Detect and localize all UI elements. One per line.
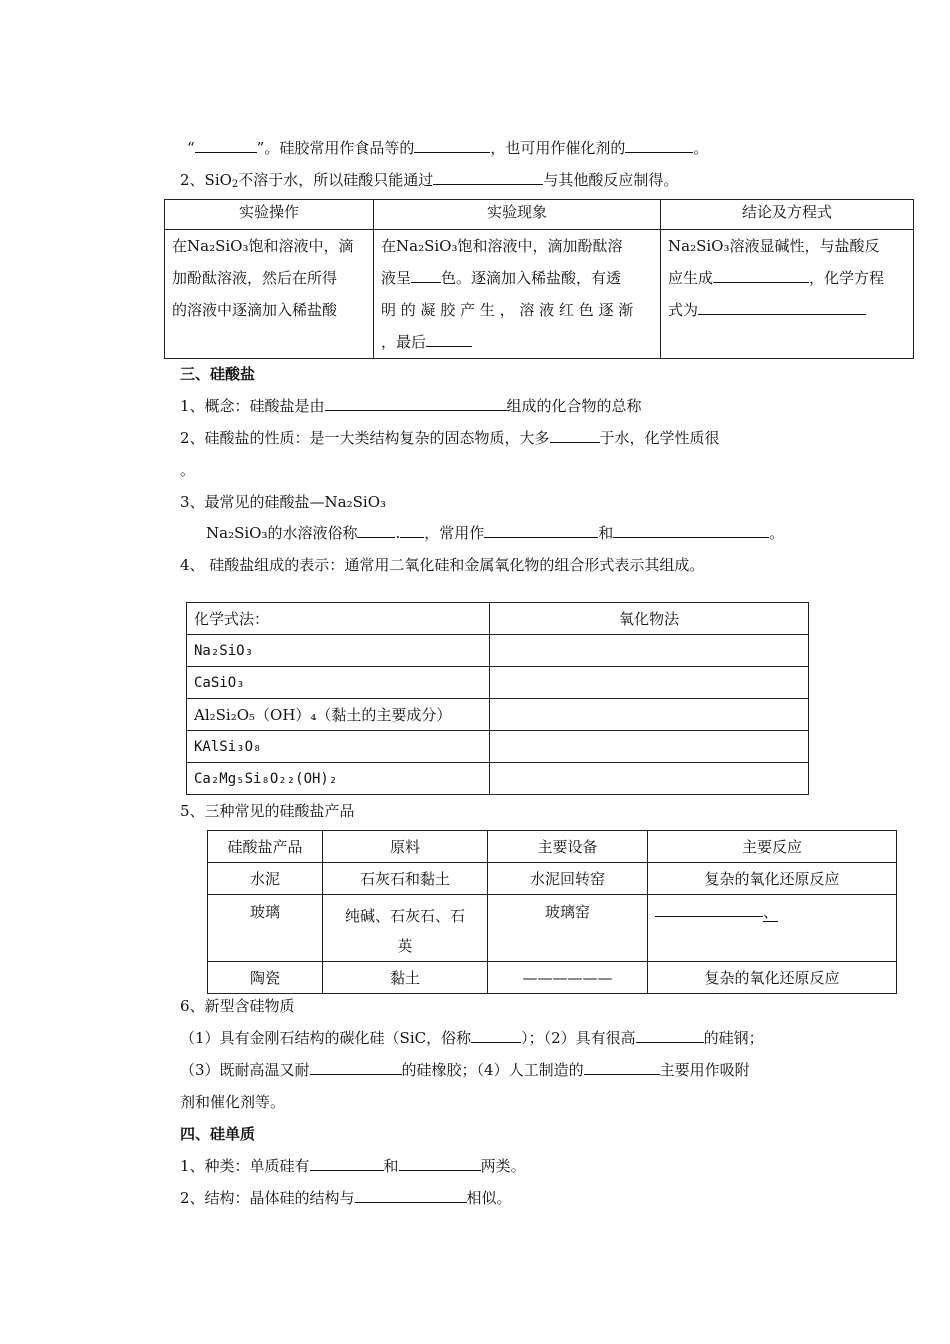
blank[interactable]: [584, 1060, 660, 1075]
product-cell: 陶瓷: [208, 962, 323, 994]
new-materials-line-3: 剂和催化剂等。: [180, 1093, 286, 1111]
equipment-cell: 水泥回转窑: [488, 863, 648, 895]
products-heading: 5、三种常见的硅酸盐产品: [180, 802, 355, 820]
oxide-table: [186, 602, 809, 795]
equipment-cell: ——————: [488, 962, 648, 994]
blank[interactable]: [484, 523, 598, 538]
answer-cell[interactable]: [490, 763, 809, 795]
formula-cell: CaSiO₃: [187, 667, 490, 699]
experiment-table: [164, 199, 914, 359]
product-cell: 玻璃: [208, 895, 323, 962]
phenomenon-cell: 在Na₂SiO₃饱和溶液中，滴加酚酞溶 液呈 色。逐滴加入稀盐酸，有透 明 的 凝 胶 产 生 ， 溶 液 红 色 逐 渐 ，最后: [374, 230, 661, 359]
blank[interactable]: [399, 1156, 481, 1171]
blank[interactable]: [433, 170, 543, 185]
section-title: 四、硅单质: [180, 1125, 256, 1143]
blank[interactable]: [411, 268, 441, 283]
blank[interactable]: [636, 1028, 704, 1043]
equipment-cell: 玻璃窑: [488, 895, 648, 962]
header-cell: 主要反应: [648, 831, 897, 863]
blank[interactable]: [414, 138, 490, 153]
blank[interactable]: [310, 1156, 384, 1171]
formula-cell: Ca₂Mg₅Si₈O₂₂(OH)₂: [187, 763, 490, 795]
answer-cell[interactable]: [490, 731, 809, 763]
header-cell: 硅酸盐产品: [208, 831, 323, 863]
blank[interactable]: [698, 300, 866, 315]
blank[interactable]: [355, 1188, 467, 1203]
material-cell: 黏土: [323, 962, 488, 994]
blank[interactable]: [325, 396, 507, 411]
fill-line-sio2: 2、SiO$_2$不溶于水，所以硅酸只能通过 与其他酸反应制得。: [180, 171, 679, 190]
blank[interactable]: [655, 902, 763, 917]
section-title: 三、硅酸盐: [180, 365, 256, 383]
reaction-cell: 复杂的氧化还原反应: [648, 863, 897, 895]
conclusion-cell: Na₂SiO₃溶液显碱性，与盐酸反 应生成 ，化学方程 式为: [661, 230, 914, 359]
header-cell: 实验现象: [374, 200, 661, 230]
silicon-structure-line: 2、结构：晶体硅的结构与 相似。: [180, 1189, 512, 1207]
concept-line: 1、概念：硅酸盐是由 组成的化合物的总称: [180, 397, 642, 415]
water-glass-line: Na₂SiO₃的水溶液俗称 . ，常用作 和 。: [206, 524, 785, 542]
blank[interactable]: [195, 138, 257, 153]
blank[interactable]: [625, 138, 693, 153]
formula-cell: Na₂SiO₃: [187, 635, 490, 667]
blank[interactable]: [471, 1028, 521, 1043]
blank[interactable]: [713, 268, 809, 283]
common-silicate-line: 3、最常见的硅酸盐—Na₂SiO₃: [180, 493, 387, 511]
blank[interactable]: [310, 1060, 402, 1075]
product-table: [207, 830, 897, 994]
formula-cell: Al₂Si₂O₅（OH）₄（黏土的主要成分）: [187, 699, 490, 731]
operation-cell: 在Na₂SiO₃饱和溶液中，滴 加酚酞溶液，然后在所得 的溶液中逐滴加入稀盐酸: [165, 230, 374, 359]
header-cell: 原料: [323, 831, 488, 863]
property-line: 2、硅酸盐的性质：是一大类结构复杂的固态物质，大多 于水，化学性质很: [180, 429, 720, 447]
header-cell: 主要设备: [488, 831, 648, 863]
reaction-cell: 复杂的氧化还原反应: [648, 962, 897, 994]
formula-cell: KAlSi₃O₈: [187, 731, 490, 763]
material-cell: 石灰石和黏土: [323, 863, 488, 895]
header-cell: 结论及方程式: [661, 200, 914, 230]
blank[interactable]: [400, 523, 424, 538]
header-cell: 氧化物法: [490, 603, 809, 635]
blank[interactable]: [550, 428, 600, 443]
blank[interactable]: [357, 523, 395, 538]
answer-cell[interactable]: [490, 667, 809, 699]
material-cell: 纯碱、石灰石、石 英: [323, 895, 488, 962]
product-cell: 水泥: [208, 863, 323, 895]
header-cell: 化学式法：: [187, 603, 490, 635]
new-materials-line-2: （3）既耐高温又耐 的硅橡胶；（4）人工制造的 主要用作吸附: [180, 1061, 750, 1079]
new-materials-heading: 6、新型含硅物质: [180, 997, 295, 1015]
silicon-types-line: 1、种类：单质硅有 和 两类。: [180, 1157, 526, 1175]
answer-cell[interactable]: [490, 635, 809, 667]
composition-line: 4、 硅酸盐组成的表示：通常用二氧化硅和金属氧化物的组合形式表示其组成。: [180, 556, 705, 574]
reaction-cell: 、: [648, 895, 897, 962]
header-cell: 实验操作: [165, 200, 374, 230]
answer-cell[interactable]: [490, 699, 809, 731]
property-line-end: 。: [180, 461, 196, 479]
blank[interactable]: [426, 332, 472, 347]
new-materials-line-1: （1）具有金刚石结构的碳化硅（SiC，俗称 ）；（2）具有很高 的硅钢；: [180, 1029, 764, 1047]
fill-line-silica-gel: “ ”。硅胶常用作食品等的 ，也可用作催化剂的 。: [187, 139, 709, 157]
blank[interactable]: [613, 523, 769, 538]
